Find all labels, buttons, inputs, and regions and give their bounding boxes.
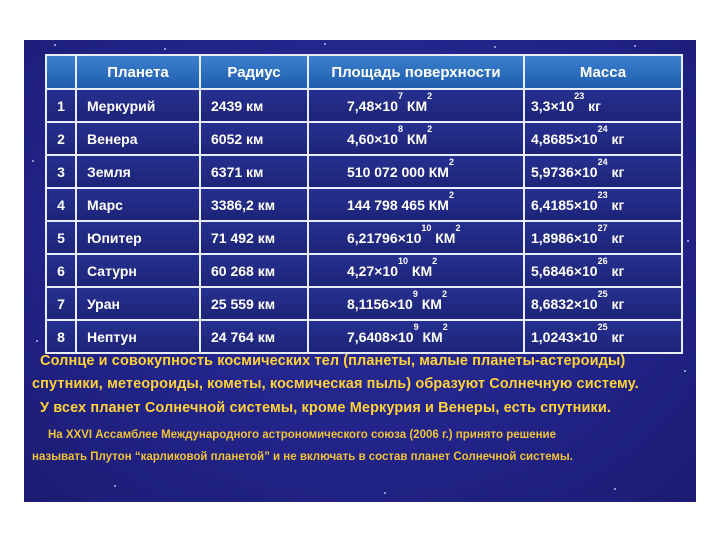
header-number-cell [46,55,76,89]
table-row [46,122,682,155]
mass-cell [524,221,682,254]
table-row [46,287,682,320]
mass-mantissa: 6,4185 [531,196,574,213]
planet-name: Нептун [87,328,137,345]
table-row [46,254,682,287]
area-unit-exponent: 2 [448,156,454,167]
surface-area-cell [308,89,524,122]
planet-name: Меркурий [87,97,156,114]
area-exponent: 8 [398,123,404,134]
area-exponent: 10 [421,222,432,233]
mass-cell [524,89,682,122]
row-number-cell [46,122,76,155]
area-unit-exponent: 2 [448,189,454,200]
mass-mantissa: 1,0243 [531,328,574,345]
mass-cell [524,188,682,221]
area-unit-exponent: 2 [441,288,447,299]
radius-cell [200,122,308,155]
times-ten: ×10 [550,97,575,114]
area-unit-exponent: 2 [442,321,448,332]
planet-name-cell [76,254,200,287]
surface-area-cell [308,287,524,320]
area-unit: КМ [435,229,456,246]
area-unit-exponent: 2 [427,90,433,101]
times-ten: ×10 [389,328,414,345]
row-number: 8 [57,328,65,345]
planet-name-cell [76,155,200,188]
row-number: 2 [57,130,65,147]
note-line: спутники, метеороиды, кометы, космическая пыль) образуют Солнечную систему. [32,376,639,392]
area-unit-exponent: 2 [432,255,438,266]
times-ten: ×10 [374,97,398,114]
mass-unit: кг [611,328,625,345]
area-mantissa: 4,60 [347,130,375,147]
area-exponent: 9 [412,288,418,299]
row-number-cell [46,188,76,221]
header-mass: Масса [524,55,682,89]
times-ten: ×10 [573,262,598,279]
table-row [46,221,682,254]
times-ten: ×10 [397,229,422,246]
table-row [46,320,682,353]
planet-name-cell [76,320,200,353]
mass-exponent: 24 [597,123,608,134]
planet-name: Венера [87,130,138,147]
area-unit: КМ [422,328,443,345]
area-exponent: 10 [398,255,409,266]
surface-area-cell [308,188,524,221]
mass-unit: кг [611,262,625,279]
surface-area-cell [308,221,524,254]
row-number-cell [46,320,76,353]
radius-value: 6052 км [211,130,264,147]
radius-value: 25 559 км [211,295,276,312]
area-value: 144 798 465 [347,196,425,213]
planet-name: Сатурн [87,262,137,279]
row-number-cell [46,155,76,188]
planet-name-cell [76,221,200,254]
planet-name: Марс [87,196,123,213]
table-header-row [46,55,682,89]
mass-unit: кг [611,196,625,213]
mass-cell [524,287,682,320]
area-exponent: 9 [413,321,419,332]
table-row [46,188,682,221]
surface-area-cell [308,254,524,287]
row-number: 5 [57,229,65,246]
planets-table [45,54,683,354]
radius-cell [200,155,308,188]
mass-unit: кг [611,295,625,312]
area-unit: КМ [428,196,449,213]
note-small-line: На XXVI Ассамблее Международного астрономического союза (2006 г.) принято решение [48,429,557,441]
header-surface-area: Площадь поверхности [308,55,524,89]
times-ten: ×10 [573,130,598,147]
radius-value: 6371 км [211,163,264,180]
planet-name: Уран [87,295,120,312]
row-number-cell [46,287,76,320]
mass-cell [524,320,682,353]
mass-unit: кг [588,97,601,114]
planet-name-cell [76,89,200,122]
radius-cell [200,287,308,320]
times-ten: ×10 [374,130,398,147]
mass-exponent: 23 [597,189,608,200]
mass-mantissa: 8,6832 [531,295,574,312]
times-ten: ×10 [374,262,398,279]
planet-name-cell [76,287,200,320]
slide-background [24,40,696,502]
row-number: 1 [57,97,65,114]
area-unit-exponent: 2 [427,123,433,134]
times-ten: ×10 [573,229,598,246]
row-number-cell [46,89,76,122]
mass-cell [524,155,682,188]
radius-cell [200,188,308,221]
radius-cell [200,320,308,353]
planet-name: Юпитер [87,229,142,246]
mass-exponent: 27 [597,222,608,233]
note-small-line: называть Плутон “карликовой планетой” и не включать в состав планет Солнечной системы. [32,451,573,463]
area-unit: КМ [406,130,428,147]
area-unit: КМ [421,295,442,312]
mass-mantissa: 4,8685 [531,130,574,147]
note-line: Солнце и совокупность космических тел (планеты, малые планеты-астероиды) [40,353,626,369]
times-ten: ×10 [389,295,413,312]
radius-value: 60 268 км [211,262,276,279]
table-row [46,89,682,122]
mass-cell [524,122,682,155]
times-ten: ×10 [573,196,598,213]
row-number: 4 [57,196,65,213]
area-exponent: 7 [398,90,404,101]
header-radius: Радиус [200,55,308,89]
surface-area-cell [308,320,524,353]
area-unit: КМ [411,262,433,279]
row-number: 3 [57,163,65,180]
row-number: 6 [57,262,65,279]
surface-area-cell [308,122,524,155]
area-unit-exponent: 2 [455,222,461,233]
area-mantissa: 7,6408 [347,328,390,345]
mass-unit: кг [611,229,625,246]
table-body [46,89,682,353]
row-number-cell [46,254,76,287]
radius-cell [200,89,308,122]
header-planet: Планета [76,55,200,89]
row-number: 7 [57,295,65,312]
radius-value: 2439 км [211,97,264,114]
mass-unit: кг [611,163,625,180]
area-unit: КМ [428,163,449,180]
mass-cell [524,254,682,287]
note-line: У всех планет Солнечной системы, кроме Меркурия и Венеры, есть спутники. [40,400,612,416]
area-mantissa: 8,1156 [347,295,390,312]
area-mantissa: 6,21796 [347,229,398,246]
area-unit: КМ [406,97,428,114]
mass-mantissa: 5,6846 [531,262,574,279]
radius-value: 71 492 км [211,229,276,246]
mass-exponent: 25 [597,321,608,332]
mass-exponent: 26 [597,255,608,266]
area-value: 510 072 000 [347,163,425,180]
mass-exponent: 24 [597,156,608,167]
area-mantissa: 4,27 [347,262,375,279]
row-number-cell [46,221,76,254]
radius-cell [200,254,308,287]
mass-exponent: 25 [597,288,608,299]
area-mantissa: 7,48 [347,97,375,114]
times-ten: ×10 [573,163,598,180]
mass-unit: кг [611,130,625,147]
planet-name-cell [76,188,200,221]
radius-value: 3386,2 км [211,196,276,213]
mass-mantissa: 1,8986 [531,229,574,246]
radius-value: 24 764 км [211,328,276,345]
planet-name: Земля [87,163,131,180]
table-row [46,155,682,188]
times-ten: ×10 [573,295,598,312]
radius-cell [200,221,308,254]
times-ten: ×10 [573,328,598,345]
mass-exponent: 23 [574,90,585,101]
planet-name-cell [76,122,200,155]
mass-mantissa: 3,3 [531,97,551,114]
surface-area-cell [308,155,524,188]
mass-mantissa: 5,9736 [531,163,574,180]
